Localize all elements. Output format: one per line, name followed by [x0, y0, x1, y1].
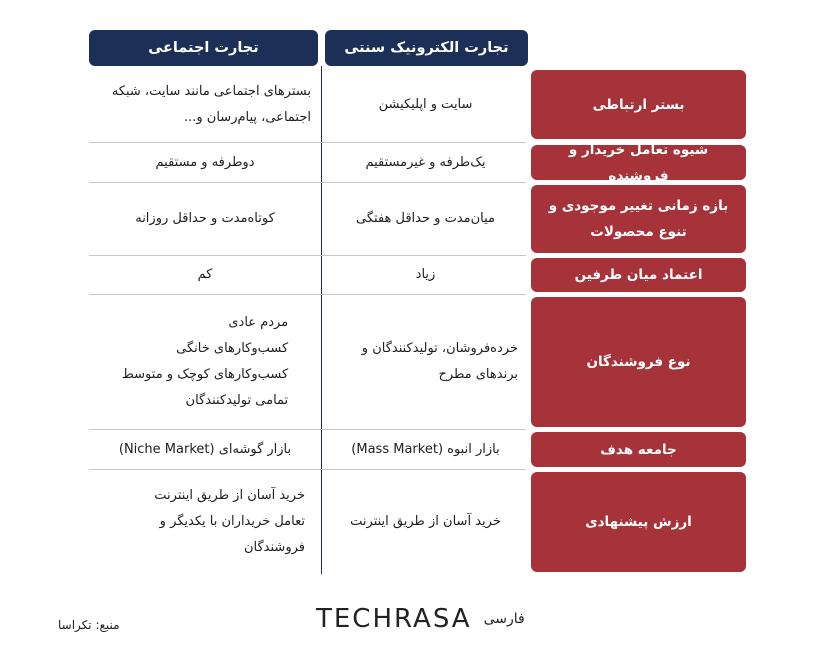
row-label-seller-type — [531, 297, 746, 427]
cell-text: زیاد — [415, 267, 436, 282]
logo-wordmark: TECHRASA — [316, 604, 472, 634]
header-social-text: تجارت اجتماعی — [148, 40, 259, 56]
cell-social-interaction — [92, 145, 318, 180]
cell-social-timeframe — [92, 185, 318, 253]
cell-text: یک‌طرفه و غیرمستقیم — [365, 154, 486, 170]
row-separator — [89, 294, 526, 295]
row-label-text: بازه زمانی تغییر موجودی و تنوع محصولات — [548, 198, 729, 240]
cell-text: خرده‌فروشان، تولیدکنندگان و برندهای مطرح — [361, 341, 518, 382]
logo-language: فارسی — [483, 611, 525, 627]
source-text: منبع: تکراسا — [58, 618, 120, 632]
cell-social-platform — [92, 70, 318, 139]
cell-traditional-value — [328, 472, 523, 572]
row-label-value-proposition — [531, 472, 746, 572]
row-label-target-market — [531, 432, 746, 467]
source-credit — [58, 618, 120, 632]
row-separator — [89, 142, 526, 143]
header-traditional-text: تجارت الکترونیک سنتی — [344, 40, 509, 56]
row-label-text: شیوه تعامل خریدار و فروشنده — [568, 141, 709, 184]
row-label-text: نوع فروشندگان — [586, 354, 691, 370]
row-label-platform — [531, 70, 746, 139]
cell-social-target-market — [92, 432, 318, 467]
row-separator — [89, 182, 526, 183]
cell-social-seller-type — [92, 297, 318, 427]
header-traditional-ecommerce — [325, 30, 528, 66]
cell-text: دوطرفه و مستقیم — [155, 154, 255, 170]
row-label-text: بستر ارتباطی — [592, 96, 685, 113]
row-label-interaction — [531, 141, 746, 184]
row-label-inventory-timeframe — [531, 185, 746, 253]
cell-text: سایت و اپلیکیشن — [378, 96, 473, 112]
cell-traditional-target-market — [328, 432, 523, 467]
row-separator — [89, 255, 526, 256]
row-label-text: جامعه هدف — [600, 441, 677, 458]
cell-text: کم — [197, 267, 213, 282]
row-label-trust — [531, 258, 746, 292]
cell-text: بازار انبوه (Mass Market) — [351, 441, 500, 457]
cell-text: مردم عادی کسب‌وکارهای خانگی کسب‌وکارهای کوچک و متوسط تمامی تولیدکنندگان — [121, 315, 289, 408]
techrasa-logo — [316, 604, 525, 634]
header-social-commerce — [89, 30, 318, 66]
cell-traditional-interaction — [328, 145, 523, 180]
row-separator — [89, 429, 526, 430]
cell-text: خرید آسان از طریق اینترنت — [350, 514, 501, 529]
cell-traditional-platform — [328, 70, 523, 139]
cell-traditional-timeframe — [328, 185, 523, 253]
cell-social-value — [92, 472, 318, 572]
row-label-text: ارزش پیشنهادی — [585, 514, 692, 530]
cell-text: میان‌مدت و حداقل هفتگی — [356, 211, 495, 226]
row-label-text: اعتماد میان طرفین — [574, 267, 703, 283]
cell-text: کوتاه‌مدت و حداقل روزانه — [135, 211, 275, 226]
row-separator — [89, 469, 526, 470]
cell-social-trust — [92, 258, 318, 292]
cell-text: بازار گوشه‌ای (Niche Market) — [118, 441, 292, 457]
cell-text: بسترهای اجتماعی مانند سایت، شبکه اجتماعی، پیام‌رسان و... — [111, 83, 311, 125]
cell-traditional-trust — [328, 258, 523, 292]
cell-text: خرید آسان از طریق اینترنت تعامل خریداران با یکدیگر و فروشندگان — [154, 488, 305, 555]
cell-traditional-seller-type — [328, 297, 523, 427]
